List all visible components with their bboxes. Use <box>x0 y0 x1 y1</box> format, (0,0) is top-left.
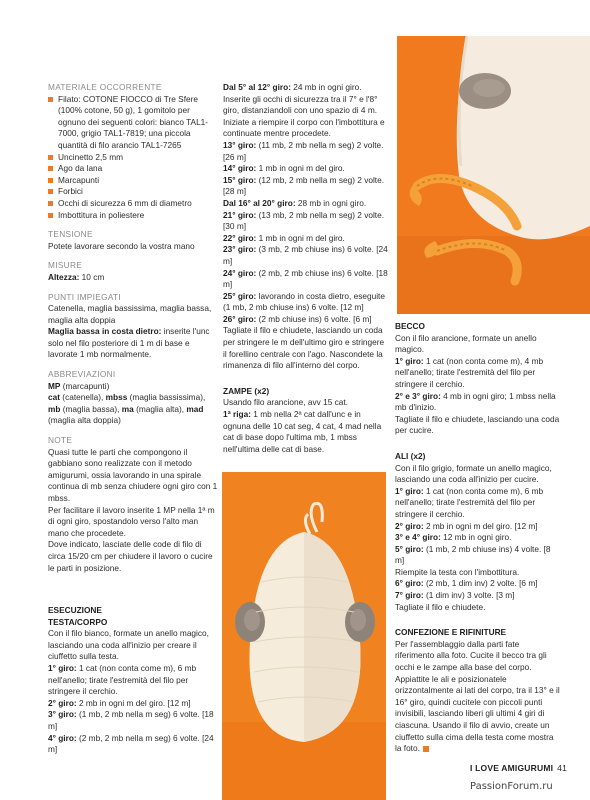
beak-heading: BECCO <box>395 321 425 331</box>
material-needle: Ago da lana <box>48 163 218 175</box>
wings-round-7: 7° giro: (1 dim inv) 3 volte. [3 m] <box>395 590 515 601</box>
round-13: 13° giro: (11 mb, 2 mb nella m seg) 2 volte. [26 m] <box>223 139 384 162</box>
round-14: 14° giro: 1 mb in ogni m del giro. <box>223 163 345 174</box>
round-26: 26° giro: (2 mb chiuse ins) 6 volte. [6 m] <box>223 313 372 324</box>
stitches-heading: PUNTI IMPIEGATI <box>48 291 122 302</box>
round-23: 23° giro: (3 mb, 2 mb chiuse ins) 6 volte. [24 m] <box>223 244 388 266</box>
magazine-name: I LOVE AMIGURUMI <box>470 763 554 773</box>
round-3: 3° giro: (1 mb, 2 mb nella m seg) 6 volte. [18 m] <box>48 709 214 731</box>
material-stuffing: Imbottitura in poliestere <box>48 210 218 222</box>
execution-section <box>48 605 218 756</box>
abbrev-heading: ABBREVIAZIONI <box>48 369 116 380</box>
material-hook: Uncinetto 2,5 mm <box>48 152 218 164</box>
feet-intro: Usando filo arancione, avv 15 cat. <box>223 397 348 408</box>
head-body-intro: Con il filo bianco, formate un anello magico, lasciando una coda all'inizio per creare il ciuffetto sulla testa. <box>48 628 209 662</box>
material-yarn: Filato: COTONE FIOCCO di Tre Sfere (100% cotone, 50 g), 1 gomitolo per ognuno dei seguenti colori: bianco TAL1-7000, grigio TAL1-7819; una piccola quantità di filo arancio TAL1-7265 <box>48 94 218 152</box>
round-5-12: Dal 5° al 12° giro: 24 mb in ogni giro. <box>223 82 362 92</box>
eyes-instruction: Inserite gli occhi di sicurezza tra il 7° e l'8° giro, distanziandoli con uno spazio di 4 m. Iniziate a riempire il corpo con l'imbottitura e continuate mentre procedete. <box>223 93 385 139</box>
material-scissors: Forbici <box>48 186 218 198</box>
head-body-heading: TESTA/CORPO <box>48 616 108 627</box>
wings-round-6: 6° giro: (2 mb, 1 dim inv) 2 volte. [6 m] <box>395 578 538 589</box>
beak-intro: Con il filo arancione, formate un anello magico. <box>395 332 537 355</box>
column-right <box>395 321 560 755</box>
execution-heading: ESECUZIONE <box>48 605 102 615</box>
stitches-text: Catenella, maglia bassissima, maglia bassa, maglia alta doppia <box>48 303 212 325</box>
measures-text: Altezza: 10 cm <box>48 271 105 282</box>
wings-intro: Con il filo grigio, formate un anello magico, lasciando una coda all'inizio per cucire. <box>395 462 552 485</box>
round-16-20: Dal 16° al 20° giro: 28 mb in ogni giro. <box>223 197 367 208</box>
wings-round-5: 5° giro: (1 mb, 2 mb chiuse ins) 4 volte. [8 m] <box>395 543 551 566</box>
wings-stuffing: Riempite la testa con l'imbottitura. <box>395 566 520 577</box>
photo-feet-illustration <box>397 36 590 314</box>
notes-heading: NOTE <box>48 435 73 446</box>
photo-body-illustration <box>222 472 386 800</box>
measures-heading: MISURE <box>48 260 83 271</box>
abbrev-line-2: cat (catenella), mbss (maglia bassissima), mb (maglia bassa), ma (maglia alta), mad (maglia alta doppia) <box>48 392 206 426</box>
notes-p3: Dove indicato, lasciate delle code di filo di circa 15/20 cm per chiudere il lavoro o cucire le parti in posizione. <box>48 539 213 573</box>
beak-closing: Tagliate il filo e chiudete, lasciando una coda per cucire. <box>395 413 560 436</box>
wings-round-3-4: 3° e 4° giro: 12 mb in ogni giro. <box>395 532 512 543</box>
material-eyes: Occhi di sicurezza 6 mm di diametro <box>48 198 218 210</box>
feet-heading: ZAMPE (x2) <box>223 385 270 396</box>
wings-closing: Tagliate il filo e chiudete. <box>395 601 486 612</box>
tension-heading: TENSIONE <box>48 229 93 240</box>
page-footer <box>470 763 567 773</box>
watermark: PassionForum.ru <box>470 781 553 792</box>
round-2: 2° giro: 2 mb in ogni m del giro. [12 m] <box>48 697 191 708</box>
round-25: 25° giro: lavorando in costa dietro, eseguite (1 mb, 2 mb chiuse ins) 6 volte. [12 m] <box>223 290 385 313</box>
tension-text: Potete lavorare secondo la vostra mano <box>48 240 195 251</box>
round-24: 24° giro: (2 mb, 2 mb chiuse ins) 6 volte. [18 m] <box>223 267 388 290</box>
stitches-back-loop: Maglia bassa in costa dietro: inserite l'unc solo nel filo posteriore di 1 m di base e lavorate 1 mb normalmente. <box>48 326 210 360</box>
beak-round-2-3: 2° e 3° giro: 4 mb in ogni giro; 1 mbss nella mb d'inizio. <box>395 390 556 413</box>
material-markers: Marcapunti <box>48 175 218 187</box>
feet-row-1: 1ª riga: 1 mb nella 2ª cat dall'unc e in ognuna delle 10 cat seg, 4 cat, 4 mad nella cat di base dopo l'ultima mb, 1 mbss nell'ultima delle cat di base. <box>223 409 382 454</box>
finishing-heading: CONFEZIONE E RIFINITURE <box>395 627 507 638</box>
round-21: 21° giro: (13 mb, 2 mb nella m seg) 2 volte. [30 m] <box>223 209 385 232</box>
photo-feet-detail <box>397 36 590 314</box>
page-number: 41 <box>557 763 568 773</box>
notes-p2: Per facilitare il lavoro inserite 1 MP nella 1ª m di ogni giro, spostandolo verso l'alto man mano che procedete. <box>48 504 215 538</box>
finishing-text: Per l'assemblaggio dalla parti fate riferimento alla foto. Cucite il becco tra gli occhi e le zampe alla base del corpo. Appiattite le ali e posizionatele orizzontalmente ai lati del corpo, tra il 13° e il 16° giro, quindi cucitele con piccoli punti invisibili, lasciando liberi gli ultimi 4 giri di ciascuna. Usando il filo di avvio, create un ciuffetto sulla cima della testa come mostra la foto. <box>395 638 560 754</box>
round-1: 1° giro: 1 cat (non conta come m), 6 mb nell'anello; tirate l'estremità del filo per stringere il cerchio. <box>48 662 197 697</box>
round-22: 22° giro: 1 mb in ogni m del giro. <box>223 232 345 243</box>
end-mark-icon <box>423 746 429 752</box>
photo-seagull-body <box>222 472 386 800</box>
column-left <box>48 82 218 574</box>
beak-round-1: 1° giro: 1 cat (non conta come m), 4 mb nell'anello; tirate l'estremità del filo per stringere il cerchio. <box>395 355 544 389</box>
round-15: 15° giro: (12 mb, 2 mb nella m seg) 2 volte. [28 m] <box>223 174 385 197</box>
materials-heading: MATERIALE OCCORRENTE <box>48 82 162 92</box>
wings-round-1: 1° giro: 1 cat (non conta come m), 6 mb nell'anello; tirate l'estremità del filo per stringere il cerchio. <box>395 485 544 519</box>
notes-p1: Quasi tutte le parti che compongono il gabbiano sono realizzate con il metodo amigurumi, ossia lavorando in una spirale continua di mb senza chiudere ogni giro con 1 mbss. <box>48 446 218 503</box>
wings-heading: ALI (x2) <box>395 450 426 461</box>
wings-round-2: 2° giro: 2 mb in ogni m del giro. [12 m] <box>395 520 538 531</box>
round-4: 4° giro: (2 mb, 2 mb nella m seg) 6 volte. [24 m] <box>48 732 214 755</box>
column-middle <box>223 82 388 455</box>
body-closing: Tagliate il filo e chiudete, lasciando un coda per stringere le m dell'ultimo giro e stringere il forellino centrale con l'ago. Nascondete la rimanenza di filo all'interno del corpo. <box>223 325 385 371</box>
abbrev-line-1: MP (marcapunti) <box>48 380 110 391</box>
